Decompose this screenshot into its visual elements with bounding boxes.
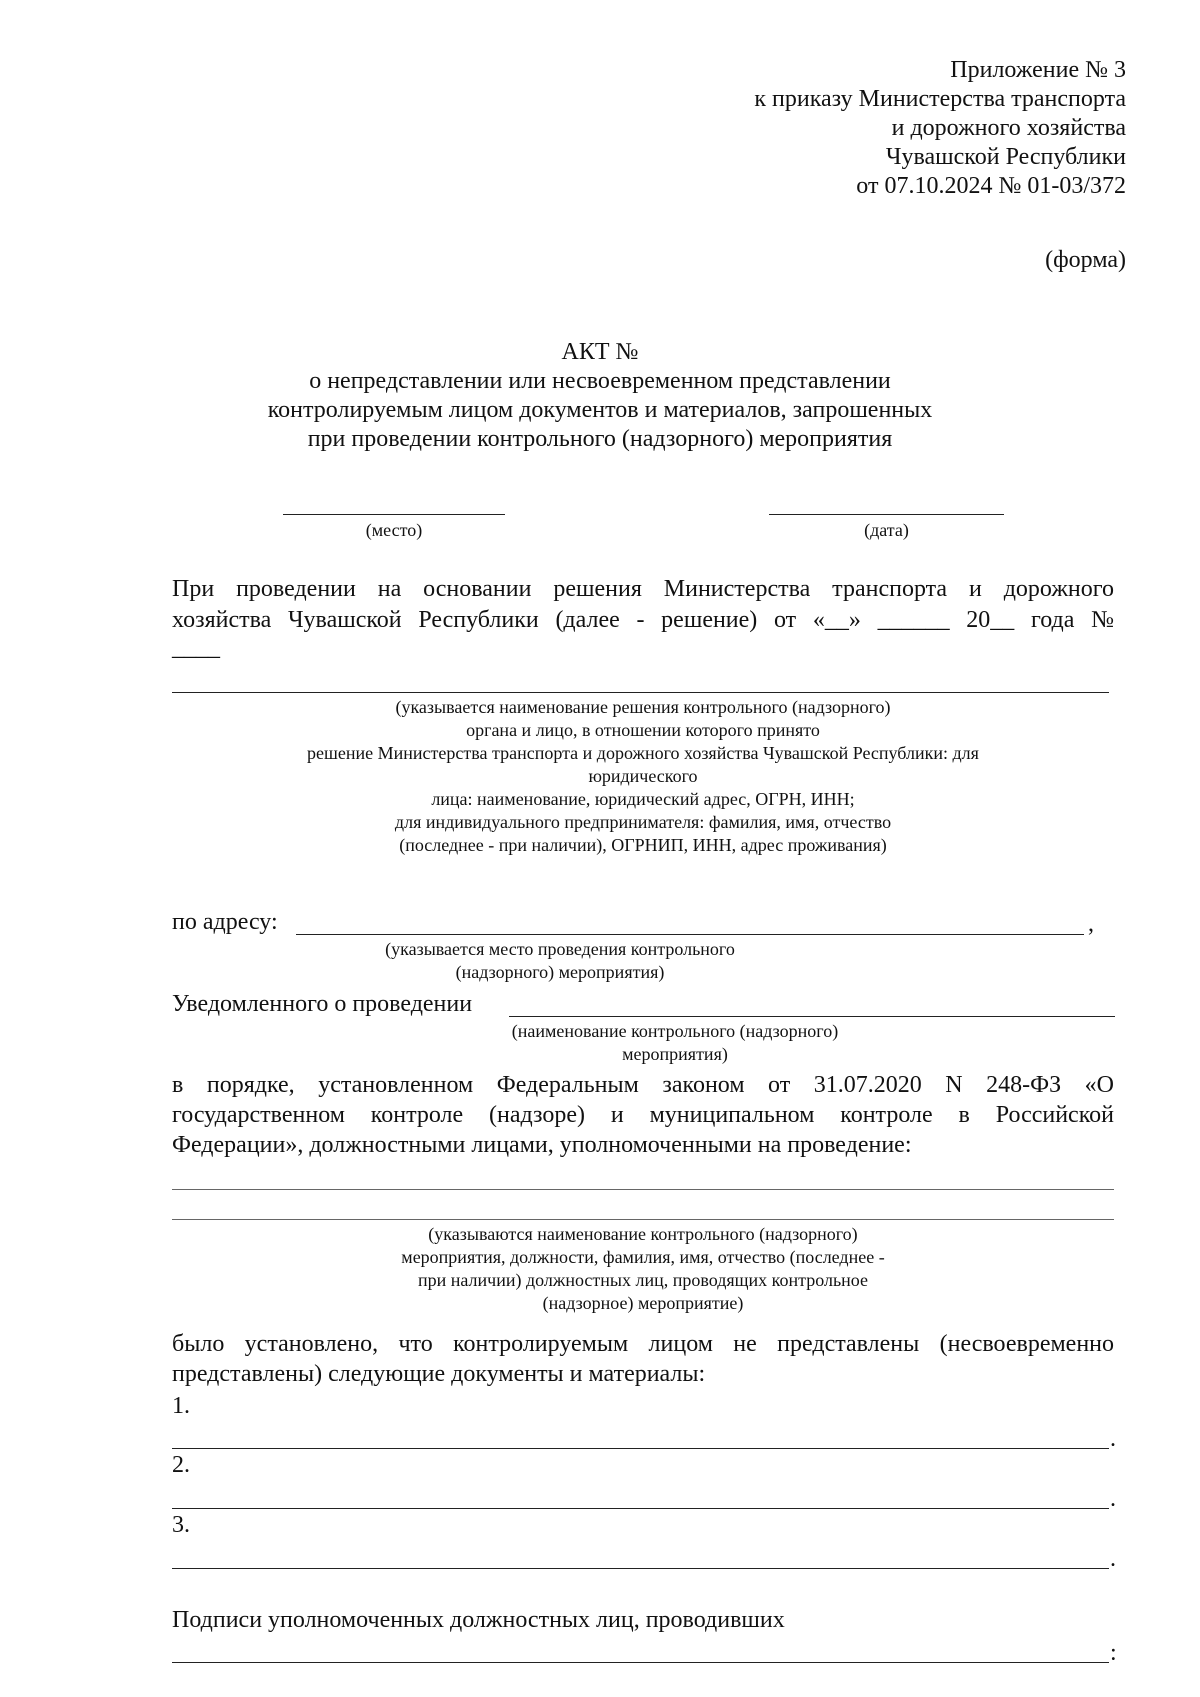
order-line-1: к приказу Министерства транспорта <box>754 86 1126 112</box>
item-1-end: . <box>1110 1426 1116 1452</box>
date-blank-line <box>769 514 1004 515</box>
officials-note-line-1: (указываются наименование контрольного (надзорного) <box>428 1224 858 1244</box>
item-1-blank-line <box>172 1448 1109 1449</box>
form-label: (форма) <box>1045 247 1126 273</box>
address-label: по адресу: <box>172 909 278 935</box>
finding-line-2: представлены) следующие документы и материалы: <box>172 1361 706 1387</box>
procedure-line-2: государственном контроле (надзоре) и муниципальном контроле в Российской <box>172 1102 1114 1128</box>
order-line-2: и дорожного хозяйства <box>891 115 1126 141</box>
decision-note <box>172 696 1114 857</box>
signatures-end: : <box>1110 1640 1117 1666</box>
notified-label: Уведомленного о проведении <box>172 991 473 1017</box>
intro-line-2: хозяйства Чувашской Республики (далее - решение) от «__» ______ 20__ года № <box>172 607 1114 633</box>
decision-note-line-2: органа и лицо, в отношении которого принято <box>466 720 820 740</box>
officials-note-line-3: при наличии) должностных лиц, проводящих контрольное <box>418 1270 868 1290</box>
item-1-number: 1. <box>172 1393 190 1419</box>
procedure-line-3: Федерации», должностными лицами, уполномоченными на проведение: <box>172 1132 912 1158</box>
decision-note-line-5: лица: наименование, юридический адрес, ОГРН, ИНН; <box>431 789 855 809</box>
notified-note <box>410 1020 940 1066</box>
title-line-2: контролируемым лицом документов и материалов, запрошенных <box>267 397 933 423</box>
item-3-blank-line <box>172 1568 1109 1569</box>
officials-note <box>172 1223 1114 1315</box>
date-caption: (дата) <box>864 520 909 540</box>
place-blank-line <box>283 514 505 515</box>
document-title <box>0 338 1200 454</box>
item-2-blank-line <box>172 1508 1109 1509</box>
appendix-number: Приложение № 3 <box>950 57 1126 83</box>
decision-note-line-1: (указывается наименование решения контрольного (надзорного) <box>395 697 891 717</box>
place-caption: (место) <box>365 520 423 540</box>
notified-note-line-2: мероприятия) <box>622 1044 728 1064</box>
intro-line-3: ____ <box>172 635 220 661</box>
item-2-number: 2. <box>172 1452 190 1478</box>
address-trailing-comma: , <box>1088 911 1094 937</box>
address-note-line-1: (указывается место проведения контрольного <box>385 939 735 959</box>
officials-note-line-2: мероприятия, должности, фамилия, имя, отчество (последнее - <box>401 1247 885 1267</box>
decision-note-line-4: юридического <box>588 766 698 786</box>
procedure-line-1: в порядке, установленном Федеральным законом от 31.07.2020 N 248-ФЗ «О <box>172 1072 1114 1098</box>
address-note-line-2: (надзорного) мероприятия) <box>455 962 665 982</box>
notified-blank-line <box>509 1016 1115 1017</box>
officials-blank-line-2 <box>172 1219 1114 1220</box>
appendix-header <box>754 56 1126 201</box>
intro-line-1: При проведении на основании решения Министерства транспорта и дорожного <box>172 576 1114 602</box>
notified-note-line-1: (наименование контрольного (надзорного) <box>511 1021 839 1041</box>
order-line-3: Чувашской Республики <box>885 144 1126 170</box>
title-line-1: о непредставлении или несвоевременном представлении <box>309 368 891 394</box>
decision-note-line-3: решение Министерства транспорта и дорожного хозяйства Чувашской Республики: для <box>307 743 979 763</box>
officials-note-line-4: (надзорное) мероприятие) <box>542 1293 744 1313</box>
finding-line-1: было установлено, что контролируемым лицом не представлены (несвоевременно <box>172 1331 1114 1357</box>
item-2-end: . <box>1110 1486 1116 1512</box>
item-3-end: . <box>1110 1546 1116 1572</box>
order-date-number: от 07.10.2024 № 01-03/372 <box>856 173 1126 199</box>
signatures-blank-line <box>172 1662 1109 1663</box>
decision-note-line-7: (последнее - при наличии), ОГРНИП, ИНН, адрес проживания) <box>399 835 887 855</box>
item-3-number: 3. <box>172 1512 190 1538</box>
signatures-label: Подписи уполномоченных должностных лиц, проводивших <box>172 1607 785 1633</box>
officials-blank-line-1 <box>172 1189 1114 1190</box>
decision-blank-line <box>172 692 1109 693</box>
decision-note-line-6: для индивидуального предпринимателя: фамилия, имя, отчество <box>394 812 892 832</box>
title-line-3: при проведении контрольного (надзорного) мероприятия <box>307 426 893 452</box>
address-note <box>290 938 830 984</box>
address-blank-line <box>296 934 1084 935</box>
act-number-title: АКТ № <box>561 339 639 365</box>
